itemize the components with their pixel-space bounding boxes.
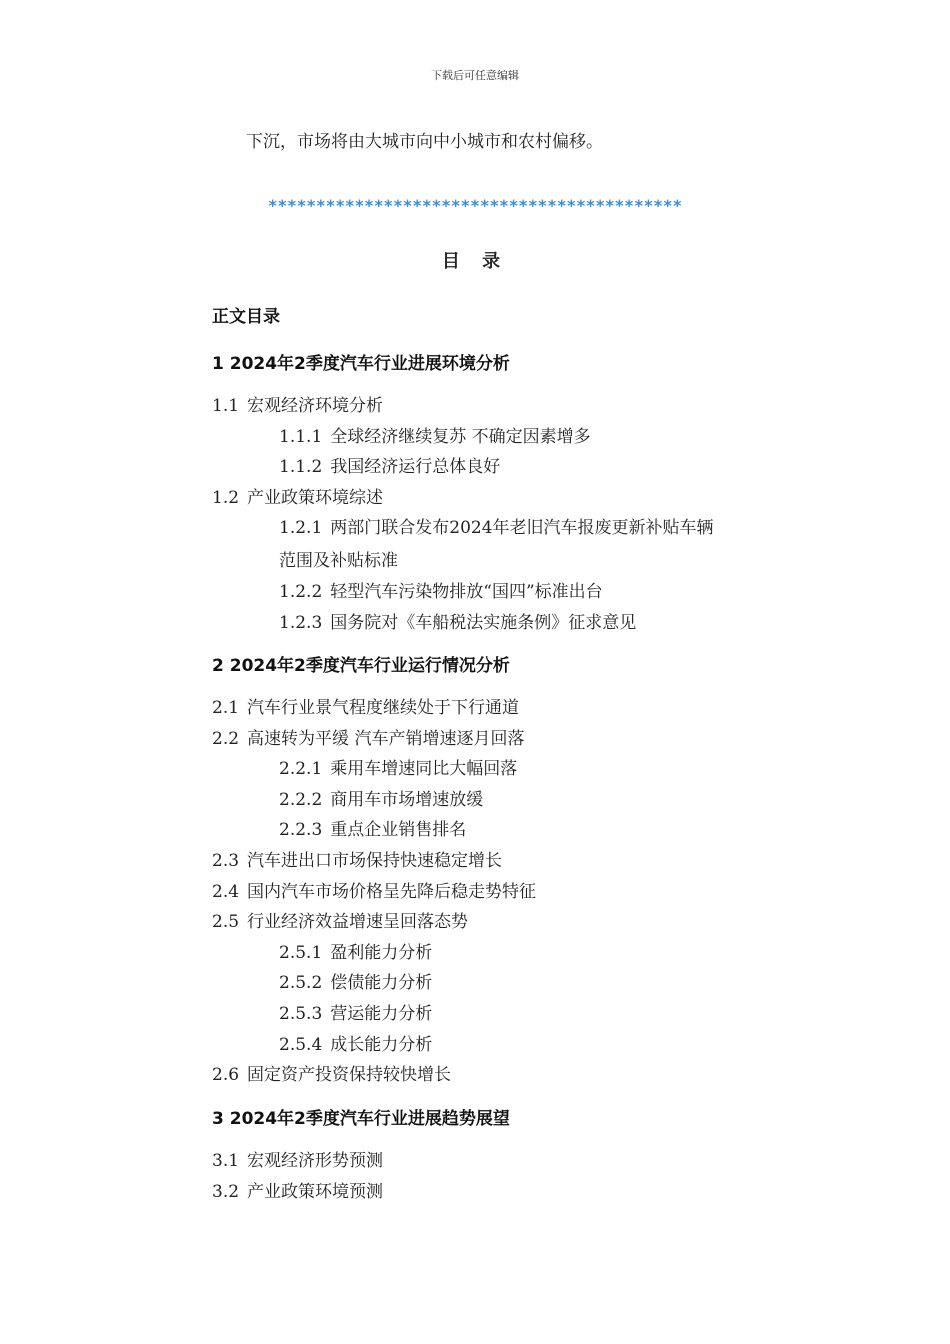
toc-entry[interactable] — [212, 513, 714, 544]
toc-entry-number: 1.1.2 — [279, 457, 323, 478]
toc-entry-number: 2.5.3 — [279, 1004, 323, 1024]
toc-entry-number: 3.2 — [212, 1181, 240, 1202]
page-header-note: 下载后可任意编辑 — [431, 69, 519, 82]
toc-entry-number: 2.6 — [212, 1065, 240, 1086]
toc-entry[interactable] — [212, 754, 517, 785]
toc-entry-number: 1.1.1 — [279, 426, 323, 447]
toc-entry-text: 国内汽车市场价格呈先降后稳走势特征 — [247, 881, 537, 902]
toc-entry-text: 汽车行业景气程度继续处于下行通道 — [247, 698, 520, 718]
toc-entry-number: 2.5.4 — [279, 1034, 323, 1055]
toc-entry-text: 商用车市场增速放缓 — [330, 789, 484, 810]
star-divider: ******************************************* — [267, 196, 683, 215]
toc-entry-text: 宏观经济形势预测 — [247, 1151, 384, 1171]
toc-entry-text: 产业政策环境预测 — [247, 1181, 384, 1202]
toc-entry[interactable] — [212, 815, 466, 846]
toc-entry-text: 重点企业销售排名 — [330, 820, 467, 841]
toc-entry-text: 产业政策环境综述 — [247, 487, 384, 508]
toc-entry-number: 2.5.2 — [279, 973, 323, 994]
toc-entry-text: 两部门联合发布2024年老旧汽车报废更新补贴车辆 — [330, 518, 714, 539]
toc-entry-number: 2.5.1 — [279, 942, 323, 963]
toc-entry-continuation: 范围及补贴标准 — [279, 551, 398, 571]
lead-paragraph: 下沉，市场将由大城市向中小城市和农村偏移。 — [246, 132, 603, 152]
toc-entry-text: 偿债能力分析 — [330, 973, 433, 994]
toc-entry-text: 我国经济运行总体良好 — [330, 457, 501, 478]
toc-entry-number: 2.3 — [212, 851, 240, 871]
toc-entry[interactable] — [212, 483, 383, 514]
toc-entry-number: 1.2 — [212, 487, 240, 508]
toc-entry[interactable] — [212, 422, 591, 453]
toc-entry-text: 国务院对《车船税法实施条例》征求意见 — [330, 612, 637, 633]
toc-entry[interactable] — [212, 724, 524, 755]
toc-entry-number: 2.1 — [212, 698, 240, 718]
toc-entry[interactable] — [212, 785, 483, 816]
toc-title: 目 录 — [441, 251, 509, 272]
toc-chapter-title[interactable]: 1 2024年2季度汽车行业进展环境分析 — [212, 354, 510, 374]
toc-entry[interactable] — [212, 608, 636, 639]
toc-entry-text: 乘用车增速同比大幅回落 — [330, 759, 518, 780]
toc-entry-number: 1.2.3 — [279, 612, 323, 633]
toc-entry-number: 2.2.1 — [279, 759, 323, 780]
toc-entry[interactable] — [212, 938, 432, 969]
toc-entry[interactable] — [212, 907, 468, 938]
toc-entry[interactable] — [212, 877, 536, 908]
toc-entry[interactable] — [212, 999, 432, 1030]
toc-entry-number: 2.2.3 — [279, 820, 323, 841]
toc-entry-text: 高速转为平缓 汽车产销增速逐月回落 — [247, 728, 525, 749]
toc-entry-number: 3.1 — [212, 1151, 240, 1171]
toc-entry-text: 盈利能力分析 — [330, 942, 433, 963]
toc-entry-text: 全球经济继续复苏 不确定因素增多 — [330, 426, 591, 447]
toc-entry-text: 固定资产投资保持较快增长 — [247, 1065, 452, 1086]
toc-entry-number: 2.2 — [212, 728, 240, 749]
toc-chapter-title[interactable]: 2 2024年2季度汽车行业运行情况分析 — [212, 656, 510, 676]
toc-entry[interactable] — [212, 577, 603, 608]
toc-entry-number: 1.1 — [212, 396, 240, 416]
toc-entry-number: 1.2.2 — [279, 582, 323, 602]
toc-entry[interactable] — [212, 968, 432, 999]
toc-entry[interactable] — [212, 1060, 451, 1091]
toc-entry-number: 2.4 — [212, 881, 240, 902]
toc-entry[interactable] — [212, 1030, 432, 1061]
toc-entry-text: 营运能力分析 — [330, 1004, 433, 1024]
toc-entry-number: 2.2.2 — [279, 789, 323, 810]
toc-entry-text: 轻型汽车污染物排放“国四”标准出台 — [330, 582, 603, 602]
toc-entry-text: 成长能力分析 — [330, 1034, 433, 1055]
toc-entry[interactable] — [212, 693, 519, 724]
toc-entry-number: 2.5 — [212, 912, 240, 933]
toc-entry-text: 汽车进出口市场保持快速稳定增长 — [247, 851, 503, 871]
toc-entry-text: 宏观经济环境分析 — [247, 396, 384, 416]
toc-entry-text: 行业经济效益增速呈回落态势 — [247, 912, 469, 933]
toc-entry[interactable] — [212, 391, 383, 422]
toc-entry-number: 1.2.1 — [279, 518, 323, 539]
toc-entry[interactable] — [212, 846, 502, 877]
toc-entry[interactable] — [212, 452, 500, 483]
toc-chapter-title[interactable]: 3 2024年2季度汽车行业进展趋势展望 — [212, 1109, 510, 1129]
toc-entry[interactable] — [212, 1177, 383, 1208]
toc-entry[interactable] — [212, 1146, 383, 1177]
toc-heading: 正文目录 — [212, 307, 280, 327]
